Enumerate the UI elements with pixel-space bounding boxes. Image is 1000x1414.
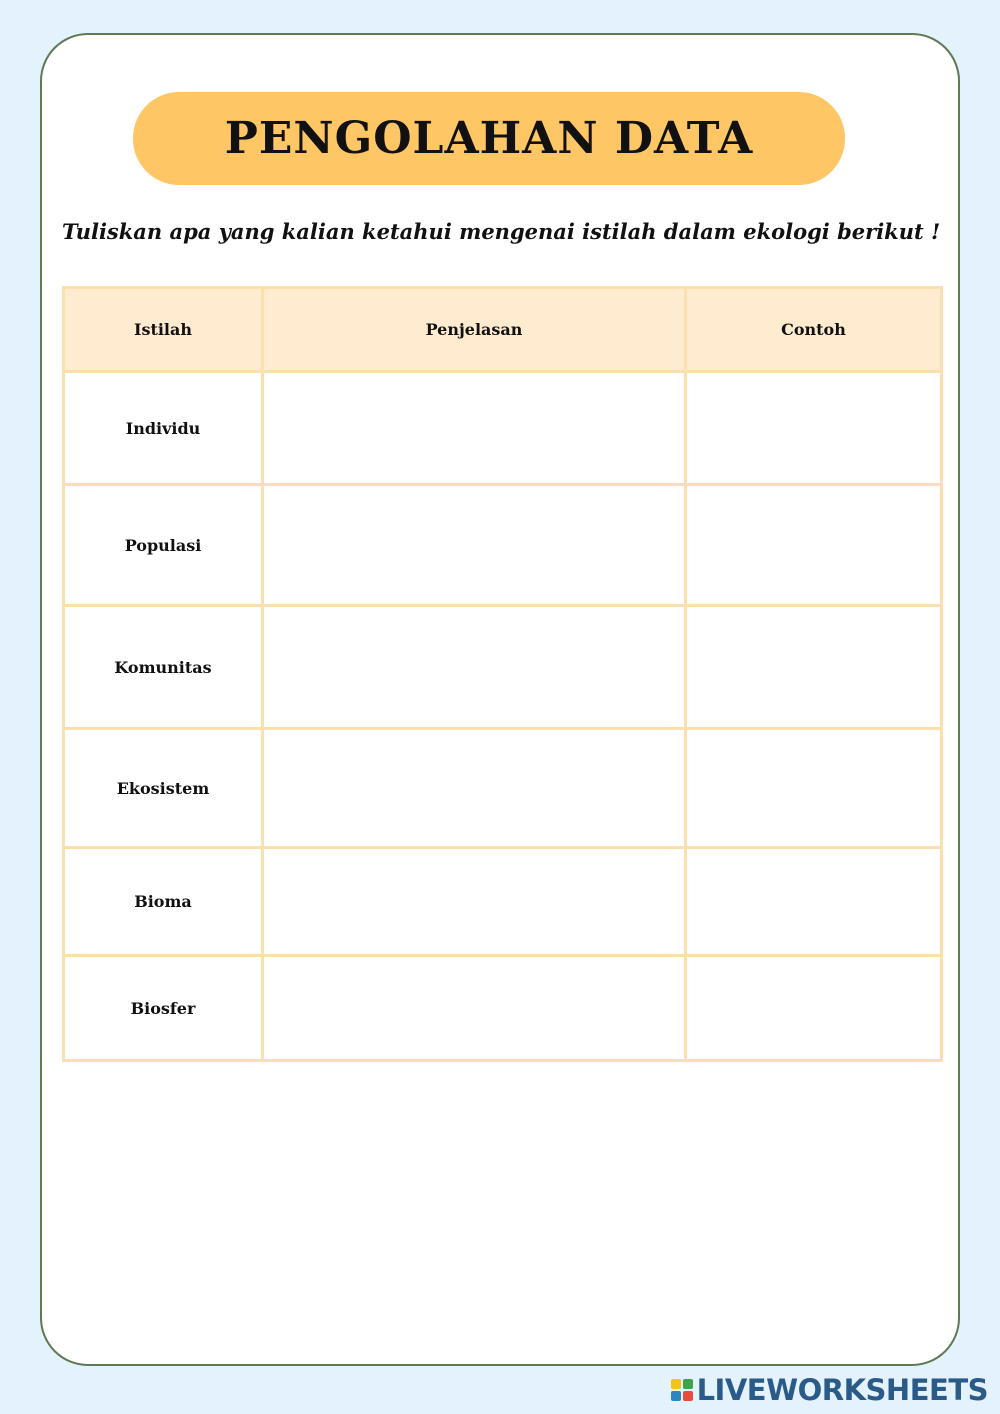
- table-row: [64, 485, 942, 606]
- example-answer-cell[interactable]: [686, 848, 942, 956]
- term-cell: Bioma: [64, 848, 263, 956]
- term-cell: Komunitas: [64, 606, 263, 729]
- table-row: [64, 729, 942, 848]
- table-row: [64, 372, 942, 485]
- worksheet-card: [40, 33, 960, 1366]
- liveworksheets-footer[interactable]: [671, 1372, 988, 1408]
- term-cell: Populasi: [64, 485, 263, 606]
- table-row: [64, 956, 942, 1061]
- explanation-answer-cell[interactable]: [263, 606, 686, 729]
- term-cell: Ekosistem: [64, 729, 263, 848]
- ecology-terms-table: [62, 286, 943, 1062]
- explanation-answer-cell[interactable]: [263, 485, 686, 606]
- title-banner: [133, 92, 845, 185]
- column-header-term: Istilah: [64, 288, 263, 372]
- brand-name: LIVEWORKSHEETS: [696, 1373, 988, 1407]
- column-header-explanation: Penjelasan: [263, 288, 686, 372]
- example-answer-cell[interactable]: [686, 485, 942, 606]
- example-answer-cell[interactable]: [686, 956, 942, 1061]
- column-header-example: Contoh: [686, 288, 942, 372]
- table-header-row: [64, 288, 942, 372]
- explanation-answer-cell[interactable]: [263, 956, 686, 1061]
- table-row: [64, 606, 942, 729]
- explanation-answer-cell[interactable]: [263, 729, 686, 848]
- example-answer-cell[interactable]: [686, 606, 942, 729]
- instruction-text: Tuliskan apa yang kalian ketahui mengenai istilah dalam ekologi berikut !: [62, 219, 941, 244]
- worksheet-title: PENGOLAHAN DATA: [224, 113, 754, 164]
- term-cell: Individu: [64, 372, 263, 485]
- example-answer-cell[interactable]: [686, 372, 942, 485]
- table-row: [64, 848, 942, 956]
- liveworksheets-logo-icon: [671, 1379, 693, 1401]
- term-cell: Biosfer: [64, 956, 263, 1061]
- explanation-answer-cell[interactable]: [263, 848, 686, 956]
- explanation-answer-cell[interactable]: [263, 372, 686, 485]
- example-answer-cell[interactable]: [686, 729, 942, 848]
